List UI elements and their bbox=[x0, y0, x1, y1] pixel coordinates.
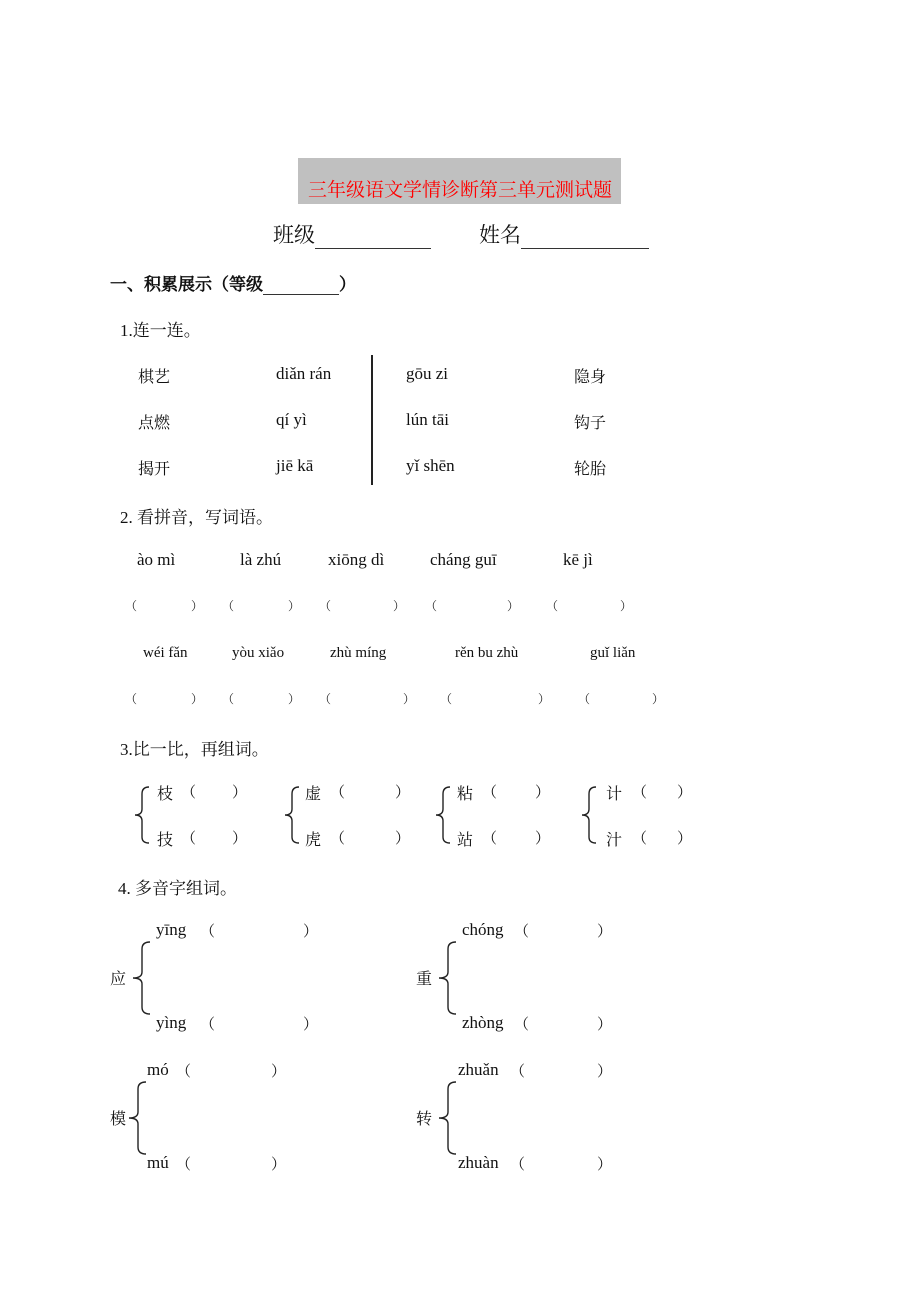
q4-pinyin: zhuàn bbox=[458, 1153, 499, 1172]
q4-pinyin: mú bbox=[147, 1153, 169, 1172]
q3-char: 粘 bbox=[457, 784, 474, 803]
curly-brace-icon bbox=[578, 785, 598, 845]
q2-title: 2. 看拼音，写词语。 bbox=[120, 508, 273, 527]
q4-pinyin: chóng bbox=[462, 920, 504, 939]
q3-answer-blank[interactable]: （ ） bbox=[181, 829, 248, 847]
q3-answer-blank[interactable]: （ ） bbox=[330, 829, 411, 847]
q2-answer-blank[interactable]: （ ） bbox=[440, 692, 551, 706]
q4-answer-blank[interactable]: （ ） bbox=[514, 1015, 613, 1033]
q4-answer-blank[interactable]: （ ） bbox=[510, 1062, 613, 1080]
q3-char: 枝 bbox=[157, 784, 174, 803]
q4-pinyin: mó bbox=[147, 1060, 169, 1079]
q4-char: 模 bbox=[110, 1109, 127, 1128]
q2-answer-blank[interactable]: （ ） bbox=[578, 692, 665, 706]
q1-right-word[interactable]: 钩子 bbox=[574, 413, 607, 432]
q2-pinyin: guǐ liǎn bbox=[590, 645, 636, 661]
q4-pinyin: zhuǎn bbox=[458, 1060, 499, 1079]
q2-answer-blank[interactable]: （ ） bbox=[222, 692, 301, 706]
q3-char: 计 bbox=[606, 784, 623, 803]
q4-char: 重 bbox=[416, 969, 433, 988]
q2-pinyin: zhù míng bbox=[330, 645, 387, 661]
q4-answer-blank[interactable]: （ ） bbox=[510, 1155, 613, 1173]
q3-answer-blank[interactable]: （ ） bbox=[181, 783, 248, 801]
q2-answer-blank[interactable]: （ ） bbox=[546, 599, 633, 613]
q2-answer-blank[interactable]: （ ） bbox=[425, 599, 520, 613]
class-blank[interactable] bbox=[315, 226, 431, 249]
q4-answer-blank[interactable]: （ ） bbox=[200, 922, 319, 940]
q1-right-word[interactable]: 轮胎 bbox=[574, 459, 607, 478]
document-title: 三年级语文学情诊断第三单元测试题 bbox=[307, 179, 612, 201]
q4-answer-blank[interactable]: （ ） bbox=[514, 922, 613, 940]
q4-answer-blank[interactable]: （ ） bbox=[176, 1155, 287, 1173]
q4-answer-blank[interactable]: （ ） bbox=[176, 1062, 287, 1080]
q1-left-word[interactable]: 揭开 bbox=[138, 459, 171, 478]
q3-char: 技 bbox=[157, 830, 174, 849]
q4-pinyin: zhòng bbox=[462, 1013, 504, 1032]
q4-pinyin: yìng bbox=[156, 1013, 187, 1032]
q2-pinyin: xiōng dì bbox=[328, 550, 385, 569]
curly-brace-icon bbox=[128, 940, 152, 1016]
q3-char: 虚 bbox=[305, 784, 322, 803]
q2-pinyin: wéi fǎn bbox=[143, 645, 188, 661]
q1-left-word[interactable]: 点燃 bbox=[138, 413, 171, 432]
curly-brace-icon bbox=[131, 785, 151, 845]
q2-pinyin: cháng guī bbox=[430, 550, 497, 569]
q3-title: 3.比一比，再组词。 bbox=[120, 740, 269, 759]
section-heading bbox=[110, 270, 356, 295]
q3-char: 虎 bbox=[305, 830, 322, 849]
q1-right-pinyin[interactable]: yǐ shēn bbox=[406, 456, 455, 475]
q2-pinyin: rěn bu zhù bbox=[455, 645, 519, 661]
q2-pinyin: là zhú bbox=[240, 550, 282, 569]
q1-divider bbox=[371, 355, 373, 485]
class-field bbox=[273, 219, 431, 249]
q2-pinyin: ào mì bbox=[137, 550, 176, 569]
name-blank[interactable] bbox=[521, 226, 649, 249]
q1-left-word[interactable]: 棋艺 bbox=[138, 367, 171, 386]
q1-right-word[interactable]: 隐身 bbox=[574, 367, 607, 386]
q4-pinyin: yīng bbox=[156, 920, 187, 939]
q3-answer-blank[interactable]: （ ） bbox=[482, 783, 551, 801]
class-label: 班级 bbox=[273, 223, 315, 247]
q2-answer-blank[interactable]: （ ） bbox=[222, 599, 301, 613]
curly-brace-icon bbox=[281, 785, 301, 845]
q1-left-pinyin[interactable]: jiē kā bbox=[276, 456, 314, 475]
q3-answer-blank[interactable]: （ ） bbox=[632, 783, 693, 801]
q2-pinyin: yòu xiǎo bbox=[232, 645, 285, 661]
q3-char: 站 bbox=[457, 830, 474, 849]
curly-brace-icon bbox=[432, 785, 452, 845]
section-heading-close: ） bbox=[339, 275, 356, 295]
q2-answer-blank[interactable]: （ ） bbox=[125, 599, 204, 613]
q2-answer-blank[interactable]: （ ） bbox=[125, 692, 204, 706]
grade-blank[interactable] bbox=[263, 278, 339, 295]
q4-char: 应 bbox=[110, 969, 127, 988]
q3-answer-blank[interactable]: （ ） bbox=[632, 829, 693, 847]
q1-left-pinyin[interactable]: qí yì bbox=[276, 410, 307, 429]
q1-right-pinyin[interactable]: lún tāi bbox=[406, 410, 449, 429]
q3-answer-blank[interactable]: （ ） bbox=[482, 829, 551, 847]
q1-title: 1.连一连。 bbox=[120, 321, 201, 340]
q2-pinyin: kē jì bbox=[563, 550, 593, 569]
q2-answer-blank[interactable]: （ ） bbox=[319, 692, 416, 706]
name-field bbox=[479, 219, 649, 249]
q1-left-pinyin[interactable]: diǎn rán bbox=[276, 364, 332, 383]
curly-brace-icon bbox=[124, 1080, 148, 1156]
q1-right-pinyin[interactable]: gōu zi bbox=[406, 364, 449, 383]
q3-char: 汁 bbox=[606, 830, 623, 849]
name-label: 姓名 bbox=[479, 223, 521, 247]
section-heading-text: 一、积累展示（等级 bbox=[110, 275, 263, 295]
q4-answer-blank[interactable]: （ ） bbox=[200, 1015, 319, 1033]
q4-char: 转 bbox=[416, 1109, 433, 1128]
curly-brace-icon bbox=[434, 940, 458, 1016]
q2-answer-blank[interactable]: （ ） bbox=[319, 599, 406, 613]
q3-answer-blank[interactable]: （ ） bbox=[330, 783, 411, 801]
q4-title: 4. 多音字组词。 bbox=[118, 879, 237, 898]
curly-brace-icon bbox=[434, 1080, 458, 1156]
